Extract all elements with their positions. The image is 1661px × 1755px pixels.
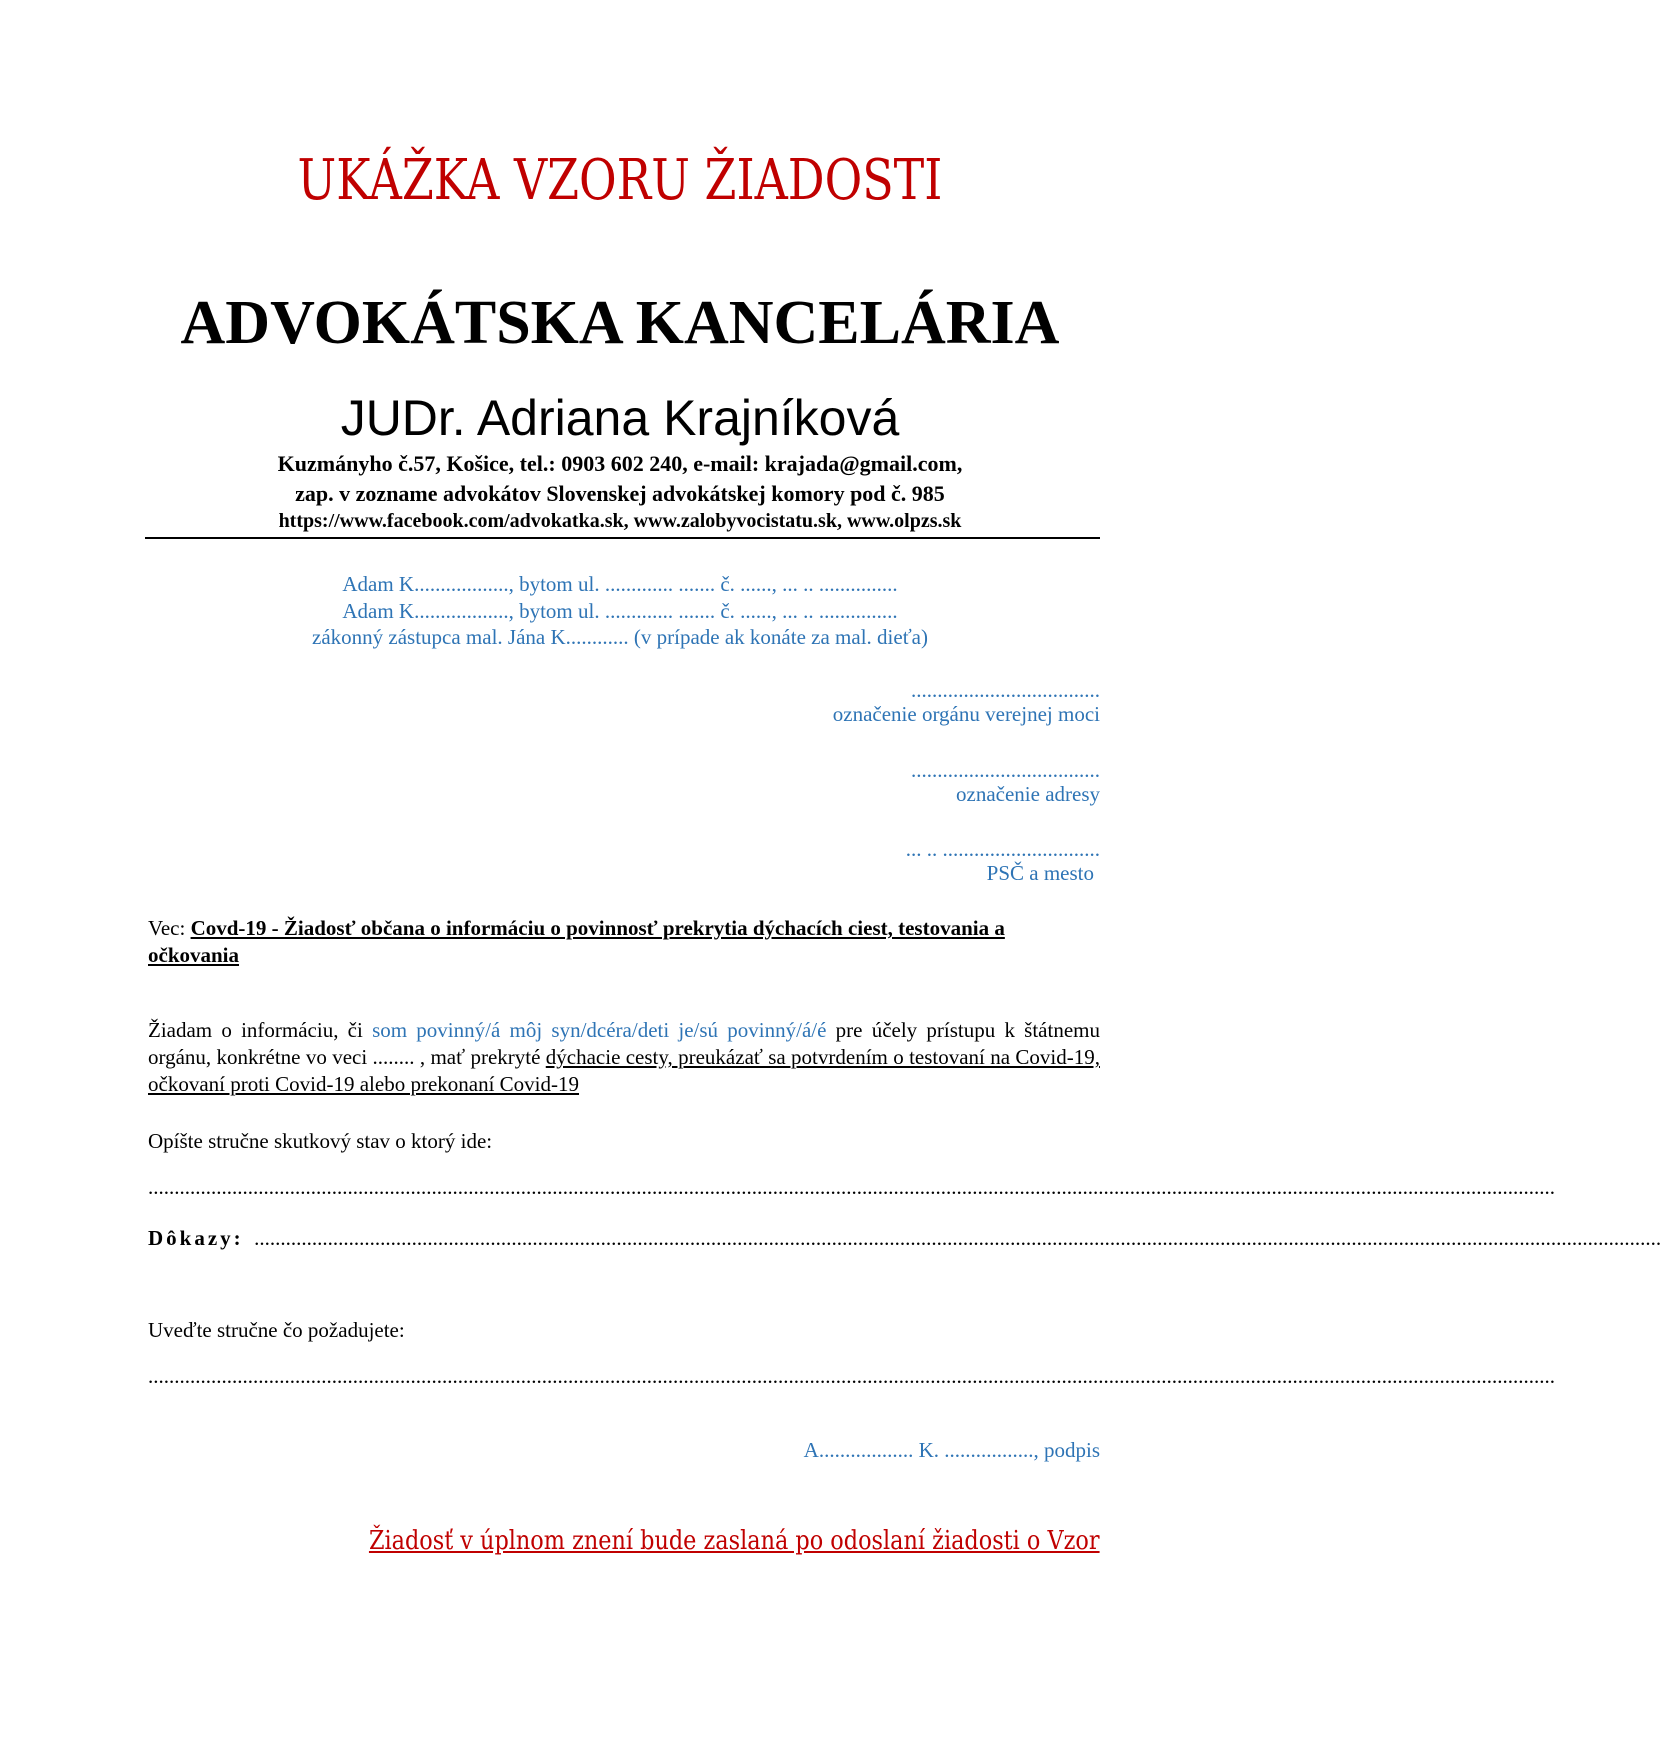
sender-line-1: Adam K.................., bytom ul. ............. ....... č. ......, ... .. ............... — [342, 572, 898, 596]
recipient-address-label: označenie adresy — [956, 782, 1100, 806]
header-divider — [145, 537, 1100, 539]
recipient-authority-dots: .................................... — [911, 678, 1100, 702]
request-text-2: pre účely prístupu k štátnemu orgánu, konkrétne vo veci ........ , mať prekryté — [148, 1018, 1100, 1069]
sender-guardian-line: zákonný zástupca mal. Jána K............ (v prípade ak konáte za mal. dieťa) — [312, 625, 928, 649]
bar-registration-line: zap. v zozname advokátov Slovenskej advokátskej komory pod č. 985 — [295, 481, 945, 506]
recipient-city-dots: ... .. .............................. — [905, 837, 1100, 861]
request-paragraph — [148, 1017, 1100, 1098]
recipient-city-label: PSČ a mesto — [986, 861, 1094, 885]
facts-dots: ............................................................................................................................................................................................................................................................................ — [148, 1175, 1555, 1199]
recipient-address-dots: .................................... — [911, 758, 1100, 782]
contact-address-line: Kuzmányho č.57, Košice, tel.: 0903 602 240, e-mail: krajada@gmail.com, — [277, 451, 963, 476]
recipient-authority-label: označenie orgánu verejnej moci — [832, 702, 1100, 726]
facts-label: Opíšte stručne skutkový stav o ktorý ide: — [148, 1129, 493, 1153]
website-links-line: https://www.facebook.com/advokatka.sk, www.zalobyvocistatu.sk, www.olpzs.sk — [278, 510, 962, 532]
request-text-1: Žiadam o informáciu, či — [148, 1018, 373, 1042]
evidence-label: Dôkazy: — [148, 1226, 244, 1250]
request-person-placeholder: som povinný/á môj syn/dcéra/deti je/sú povinný/á/é — [372, 1018, 827, 1042]
subject-text: Covd-19 - Žiadosť občana o informáciu o povinnosť prekrytia dýchacích ciest, testovania a očkovania — [148, 916, 1005, 967]
demand-label: Uveďte stručne čo požadujete: — [148, 1318, 405, 1342]
sender-line-2: Adam K.................., bytom ul. ............. ....... č. ......, ... .. ............... — [342, 599, 898, 623]
subject-line — [148, 915, 1100, 969]
evidence-line — [148, 1225, 1661, 1252]
sample-title: UKÁŽKA VZORU ŽIADOSTI — [297, 148, 943, 213]
demand-dots: ............................................................................................................................................................................................................................................................................ — [148, 1364, 1555, 1388]
evidence-dots: ............................................................................................................................................................................................................................................................................ — [254, 1226, 1661, 1250]
office-title: ADVOKÁTSKA KANCELÁRIA — [180, 289, 1060, 357]
full-version-notice: Žiadosť v úplnom znení bude zaslaná po odoslaní žiadosti o Vzor — [369, 1526, 1100, 1556]
lawyer-name: JUDr. Adriana Krajníková — [340, 390, 900, 446]
request-requirements: dýchacie cesty, preukázať sa potvrdením o testovaní na Covid-19, očkovaní proti Covid-19 alebo prekonaní Covid-19 — [148, 1045, 1100, 1096]
subject-prefix: Vec: — [148, 916, 191, 940]
signature-line: A.................. K. ................., podpis — [803, 1438, 1100, 1462]
